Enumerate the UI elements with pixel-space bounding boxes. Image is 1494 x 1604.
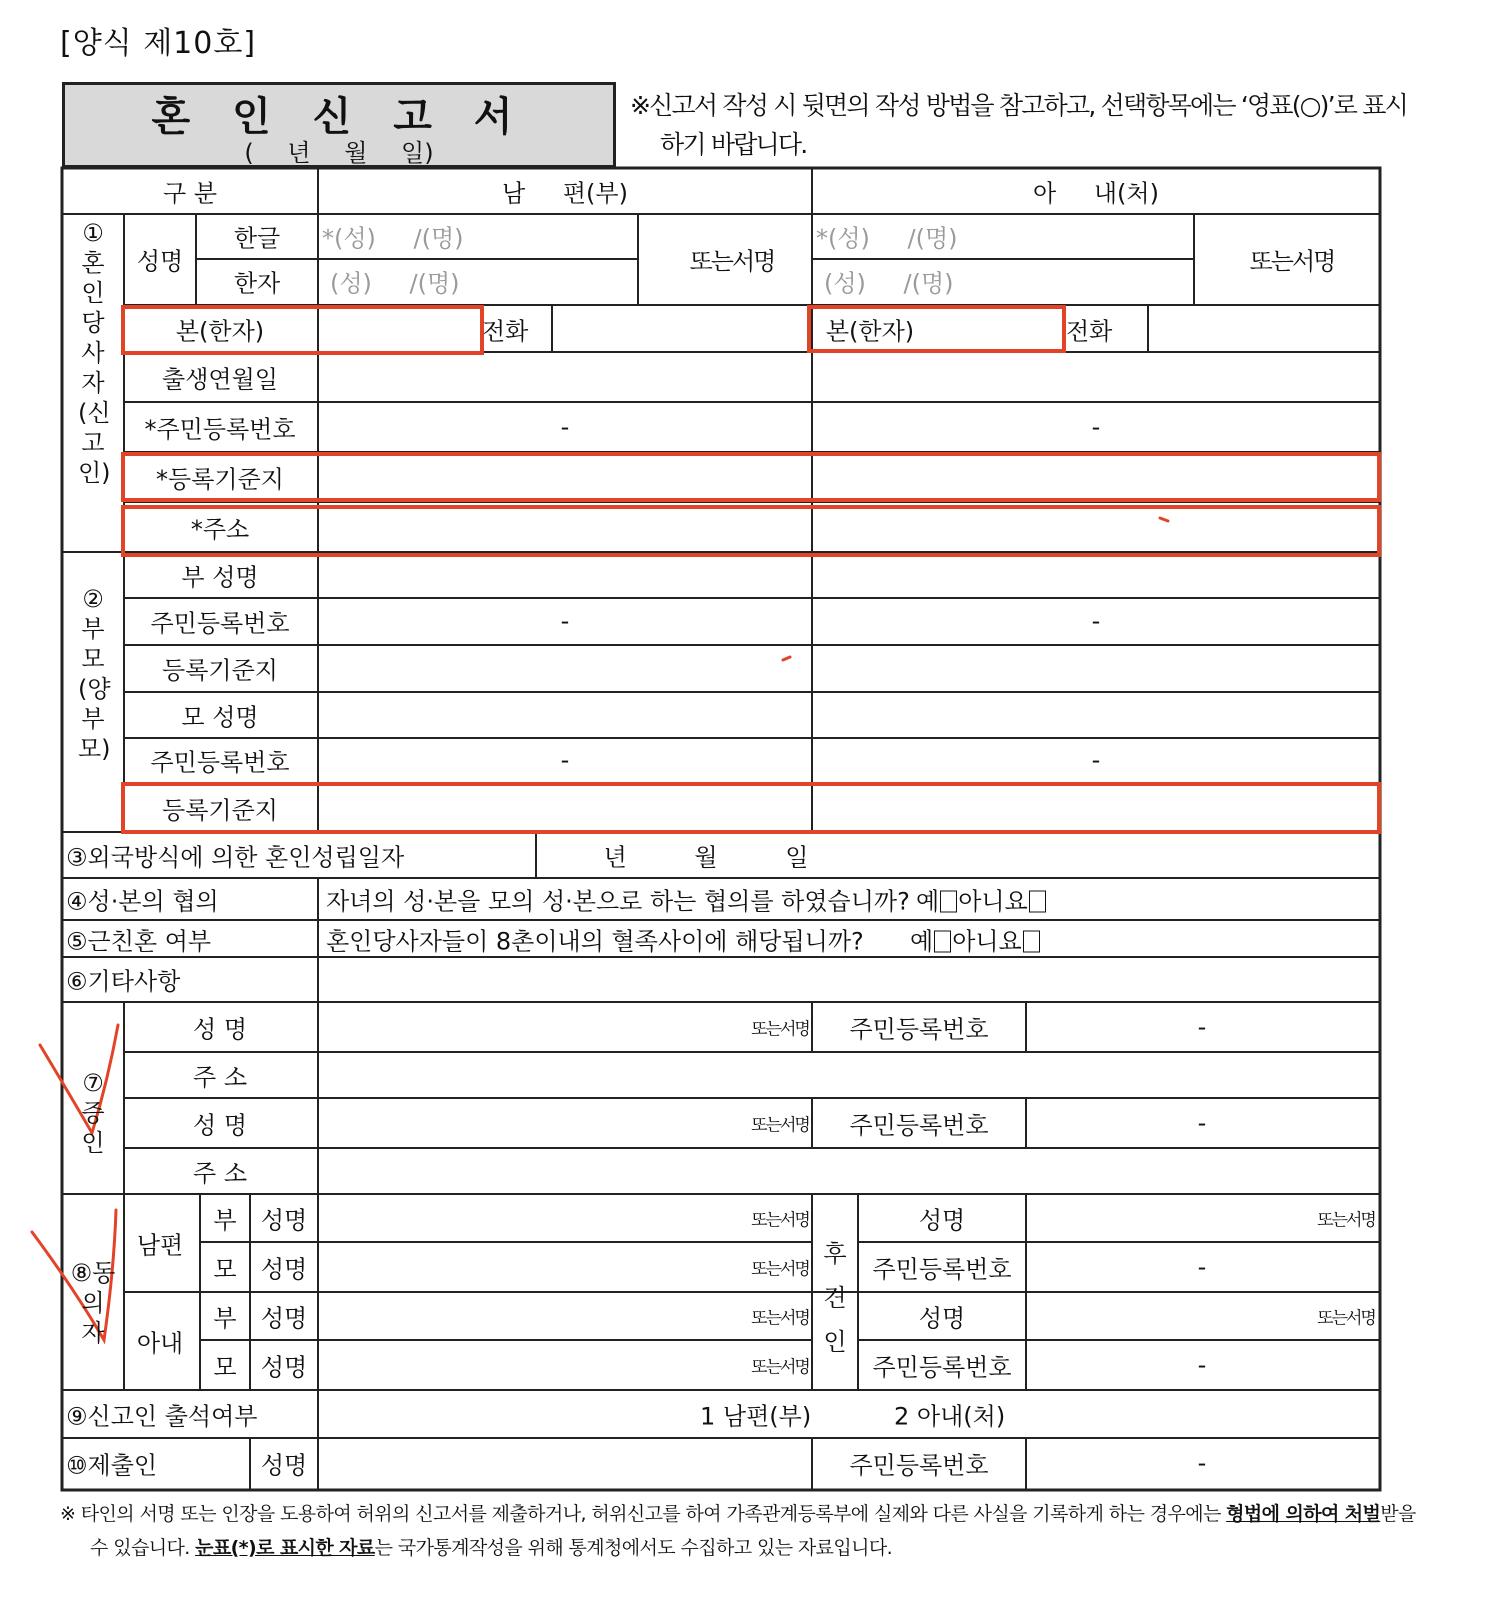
signature-field[interactable]: 또는서명 [751, 1308, 809, 1329]
section9-label: ⑨신고인 출석여부 [66, 1402, 258, 1431]
section1-title: ①혼인당사자(신고인) [78, 219, 111, 487]
footer-emphasis: 형법에 의하여 처벌 [1226, 1503, 1381, 1525]
signature-field[interactable]: 또는서명 [751, 1210, 809, 1231]
yes-checkbox[interactable] [940, 891, 957, 913]
wife-father-rrn-dash: - [1091, 607, 1101, 635]
section5-options [910, 922, 1041, 957]
guardian2-rrn-label: 주민등록번호 [872, 1353, 1012, 1382]
attendance-option-wife[interactable]: 2 아내(처) [894, 1402, 1006, 1431]
signature-field[interactable]: 또는서명 [751, 1259, 809, 1280]
section2-title: ②부모(양부모) [78, 585, 111, 763]
guardian2-name-label: 성명 [918, 1304, 966, 1333]
name-label: 성명 [260, 1255, 308, 1284]
mother-reg-base-label: 등록기준지 [162, 796, 278, 825]
husband-father-rrn-dash: - [560, 607, 570, 635]
wife-mother-rrn-dash: - [1091, 746, 1101, 774]
name-label: 성명 [260, 1353, 308, 1382]
section4-label: ④성·본의 협의 [66, 887, 219, 916]
guardian1-name-label: 성명 [918, 1206, 966, 1235]
submitter-name-label: 성명 [260, 1451, 308, 1480]
footer-line1: ※ 타인의 서명 또는 인장을 도용하여 허위의 신고서를 제출하거나, 허위신고를 하여 가족관계등록부에 실제와 다른 사실을 기록하게 하는 경우에는 [60, 1503, 1227, 1525]
father-reg-base-label: 등록기준지 [162, 656, 278, 685]
footer-line1-end: 받을 [1380, 1503, 1416, 1525]
notice-line-1: ※신고서 작성 시 뒷면의 작성 방법을 참고하고, 선택항목에는 ‘영표(○)’로 표시 [630, 91, 1407, 120]
red-tick-mark [783, 657, 790, 660]
witness2-signature-field[interactable]: 또는서명 [751, 1115, 809, 1136]
address-label: *주소 [190, 515, 250, 544]
witness2-rrn-dash: - [1197, 1109, 1207, 1137]
guardian1-rrn-dash: - [1197, 1253, 1207, 1281]
hanja-label: 한자 [233, 269, 281, 298]
footer-line2 [60, 1531, 1460, 1565]
father-rrn-label: 주민등록번호 [150, 609, 290, 638]
form-number-label: [양식 제10호] [60, 26, 257, 61]
yes-checkbox[interactable] [934, 931, 951, 953]
yes-label: 예 [910, 927, 934, 956]
guardian1-rrn-label: 주민등록번호 [872, 1255, 1012, 1284]
section10-label: ⑩제출인 [66, 1451, 158, 1480]
footer-line2-end: 는 국가통계작성을 위해 통계청에서도 수집하고 있는 자료입니다. [374, 1537, 893, 1559]
husband-origin-label: 본(한자) [175, 317, 265, 346]
witness2-address-label: 주 소 [193, 1159, 247, 1188]
category-header: 구 분 [163, 179, 217, 208]
name-label: 성명 [136, 247, 184, 276]
report-date: ( 년 월 일) [244, 139, 434, 167]
section5-question: 혼인당사자들이 8촌이내의 혈족사이에 해당됩니까? [326, 927, 864, 956]
husband-header: 남 편(부) [502, 179, 628, 208]
witness1-signature-field[interactable]: 또는서명 [751, 1019, 809, 1040]
father-name-label: 부 성명 [181, 563, 259, 592]
husband-hangul-name-field[interactable]: *(성) /(명) [322, 224, 464, 253]
husband-mother-label: 모 [213, 1255, 237, 1284]
birthdate-label: 출생연월일 [162, 365, 278, 394]
wife-signature-field[interactable]: 또는서명 [1249, 247, 1335, 276]
wife-mother-label: 모 [213, 1353, 237, 1382]
no-checkbox[interactable] [1023, 931, 1040, 953]
witness2-rrn-label: 주민등록번호 [849, 1111, 989, 1140]
wife-header: 아 내(처) [1033, 179, 1159, 208]
hangul-label: 한글 [233, 224, 281, 253]
name-label: 성명 [260, 1304, 308, 1333]
no-checkbox[interactable] [1029, 891, 1046, 913]
no-label: 아니요 [958, 887, 1028, 916]
red-highlight-box [121, 452, 1381, 502]
section4-options [916, 882, 1047, 917]
section6-label: ⑥기타사항 [66, 967, 181, 996]
guardian2-signature-field[interactable]: 또는서명 [1317, 1308, 1375, 1329]
section4-question: 자녀의 성·본을 모의 성·본으로 하는 협의를 하였습니까? [326, 887, 910, 916]
notice-line-2: 하기 바랍니다. [660, 130, 807, 159]
wife-rrn-dash: - [1091, 413, 1101, 441]
husband-mother-rrn-dash: - [560, 746, 570, 774]
witness1-rrn-dash: - [1197, 1013, 1207, 1041]
consent-husband-label: 남편 [136, 1231, 184, 1260]
form-title: 혼 인 신 고 서 [151, 94, 527, 140]
section7-title: ⑦증인 [81, 1069, 105, 1157]
section5-label: ⑤근친혼 여부 [66, 927, 212, 956]
guardian1-signature-field[interactable]: 또는서명 [1317, 1210, 1375, 1231]
signature-field[interactable]: 또는서명 [751, 1357, 809, 1378]
guardian2-rrn-dash: - [1197, 1351, 1207, 1379]
footer-notice [60, 1497, 1460, 1565]
submitter-rrn-label: 주민등록번호 [849, 1451, 989, 1480]
guardian-label: 후견인 [823, 1240, 847, 1356]
witness1-address-label: 주 소 [193, 1063, 247, 1092]
husband-hanja-name-field[interactable]: (성) /(명) [330, 269, 460, 298]
footer-line2-start: 수 있습니다. [90, 1537, 196, 1559]
rrn-label: *주민등록번호 [144, 415, 296, 444]
submitter-rrn-dash: - [1197, 1449, 1207, 1477]
witness1-name-label: 성 명 [193, 1015, 247, 1044]
reg-base-label: *등록기준지 [156, 465, 284, 494]
mother-rrn-label: 주민등록번호 [150, 748, 290, 777]
red-highlight-box [121, 305, 484, 355]
marriage-date-field[interactable]: 년 월 일 [603, 843, 809, 872]
no-label: 아니요 [952, 927, 1022, 956]
husband-signature-field[interactable]: 또는서명 [689, 247, 775, 276]
witness1-rrn-label: 주민등록번호 [849, 1015, 989, 1044]
attendance-option-husband[interactable]: 1 남편(부) [700, 1402, 812, 1431]
husband-father-label: 부 [213, 1206, 237, 1235]
husband-phone-label: 전화 [482, 317, 529, 346]
section3-label: ③외국방식에 의한 혼인성립일자 [66, 843, 405, 872]
mother-name-label: 모 성명 [181, 703, 259, 732]
section8-title: ⑧동의자 [70, 1259, 116, 1347]
witness2-name-label: 성 명 [193, 1111, 247, 1140]
red-highlight-box [121, 782, 1381, 834]
red-highlight-box [807, 305, 1066, 353]
wife-hanja-name-field[interactable]: (성) /(명) [824, 269, 954, 298]
name-label: 성명 [260, 1206, 308, 1235]
wife-phone-label: 전화 [1066, 317, 1113, 346]
footer-emphasis-2: 눈표(*)로 표시한 자료 [195, 1537, 375, 1559]
wife-hangul-name-field[interactable]: *(성) /(명) [816, 224, 958, 253]
wife-origin-label: 본(한자) [825, 317, 915, 346]
consent-wife-label: 아내 [136, 1329, 184, 1358]
red-highlight-box [121, 505, 1381, 557]
husband-rrn-dash: - [560, 413, 570, 441]
wife-father-label: 부 [213, 1304, 237, 1333]
yes-label: 예 [916, 887, 940, 916]
